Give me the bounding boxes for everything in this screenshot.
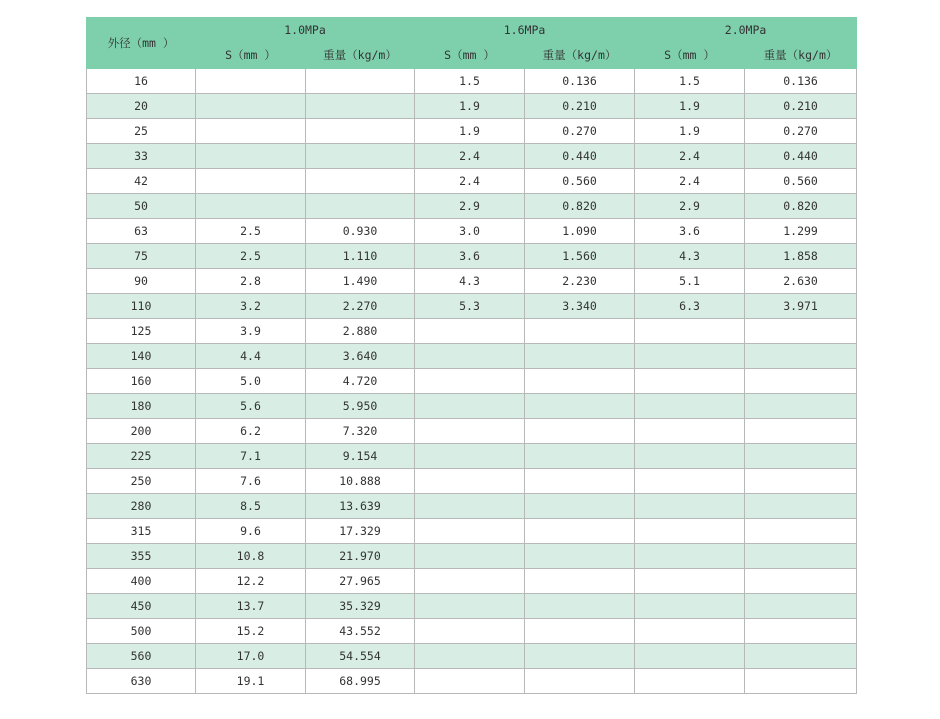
outer-diameter-cell: 75 <box>87 244 196 269</box>
weight-1-6mpa-cell: 0.820 <box>525 194 635 219</box>
weight-1-6mpa-cell <box>525 669 635 694</box>
weight-header: 重量（kg/m） <box>525 42 635 69</box>
weight-1-6mpa-cell <box>525 369 635 394</box>
thickness-2-0mpa-cell: 2.9 <box>635 194 745 219</box>
thickness-1-6mpa-cell <box>415 669 525 694</box>
thickness-1-0mpa-cell <box>196 194 306 219</box>
thickness-2-0mpa-cell <box>635 569 745 594</box>
weight-1-6mpa-cell: 0.210 <box>525 94 635 119</box>
weight-1-6mpa-cell: 0.136 <box>525 69 635 94</box>
thickness-1-6mpa-cell: 2.4 <box>415 169 525 194</box>
outer-diameter-cell: 400 <box>87 569 196 594</box>
weight-2-0mpa-cell <box>745 369 857 394</box>
weight-1-6mpa-cell <box>525 569 635 594</box>
weight-1-0mpa-cell: 5.950 <box>306 394 415 419</box>
outer-diameter-cell: 140 <box>87 344 196 369</box>
table-row <box>87 319 857 344</box>
table-row <box>87 594 857 619</box>
outer-diameter-cell: 200 <box>87 419 196 444</box>
thickness-1-6mpa-cell <box>415 619 525 644</box>
table-row <box>87 219 857 244</box>
weight-2-0mpa-cell <box>745 469 857 494</box>
thickness-2-0mpa-cell <box>635 344 745 369</box>
table-row <box>87 419 857 444</box>
table-row <box>87 69 857 94</box>
thickness-2-0mpa-cell: 1.9 <box>635 119 745 144</box>
table-row <box>87 519 857 544</box>
table-row <box>87 644 857 669</box>
thickness-1-0mpa-cell <box>196 169 306 194</box>
weight-1-0mpa-cell <box>306 69 415 94</box>
thickness-2-0mpa-cell <box>635 469 745 494</box>
weight-1-0mpa-cell <box>306 119 415 144</box>
thickness-1-6mpa-cell: 5.3 <box>415 294 525 319</box>
table-row <box>87 169 857 194</box>
table-row <box>87 619 857 644</box>
thickness-1-6mpa-cell: 3.0 <box>415 219 525 244</box>
weight-1-6mpa-cell <box>525 644 635 669</box>
thickness-1-0mpa-cell: 3.2 <box>196 294 306 319</box>
thickness-1-0mpa-cell <box>196 119 306 144</box>
outer-diameter-cell: 250 <box>87 469 196 494</box>
thickness-1-6mpa-cell <box>415 644 525 669</box>
weight-2-0mpa-cell: 0.270 <box>745 119 857 144</box>
thickness-2-0mpa-cell: 6.3 <box>635 294 745 319</box>
diameter-header: 外径（mm ） <box>87 17 196 69</box>
weight-1-0mpa-cell: 10.888 <box>306 469 415 494</box>
weight-1-6mpa-cell <box>525 419 635 444</box>
thickness-1-0mpa-cell: 2.8 <box>196 269 306 294</box>
weight-header: 重量（kg/m） <box>745 42 857 69</box>
weight-1-6mpa-cell <box>525 444 635 469</box>
outer-diameter-cell: 20 <box>87 94 196 119</box>
thickness-1-6mpa-cell <box>415 544 525 569</box>
thickness-2-0mpa-cell: 3.6 <box>635 219 745 244</box>
thickness-1-6mpa-cell: 1.5 <box>415 69 525 94</box>
outer-diameter-cell: 16 <box>87 69 196 94</box>
thickness-2-0mpa-cell: 5.1 <box>635 269 745 294</box>
thickness-2-0mpa-cell <box>635 519 745 544</box>
weight-1-0mpa-cell: 68.995 <box>306 669 415 694</box>
thickness-2-0mpa-cell <box>635 319 745 344</box>
weight-2-0mpa-cell <box>745 344 857 369</box>
thickness-2-0mpa-cell <box>635 369 745 394</box>
thickness-2-0mpa-cell <box>635 394 745 419</box>
header-group-row <box>87 17 857 42</box>
outer-diameter-cell: 355 <box>87 544 196 569</box>
weight-1-6mpa-cell <box>525 544 635 569</box>
outer-diameter-cell: 33 <box>87 144 196 169</box>
thickness-header: S（mm ） <box>196 42 306 69</box>
thickness-2-0mpa-cell <box>635 444 745 469</box>
weight-1-0mpa-cell: 3.640 <box>306 344 415 369</box>
thickness-1-6mpa-cell <box>415 319 525 344</box>
weight-1-0mpa-cell: 21.970 <box>306 544 415 569</box>
table-row <box>87 144 857 169</box>
thickness-2-0mpa-cell <box>635 419 745 444</box>
table-row <box>87 269 857 294</box>
weight-2-0mpa-cell <box>745 494 857 519</box>
weight-1-6mpa-cell: 1.090 <box>525 219 635 244</box>
pressure-group-1-0mpa: 1.0MPa <box>196 17 415 42</box>
thickness-2-0mpa-cell <box>635 644 745 669</box>
thickness-1-0mpa-cell: 5.0 <box>196 369 306 394</box>
outer-diameter-cell: 315 <box>87 519 196 544</box>
thickness-1-6mpa-cell <box>415 519 525 544</box>
weight-1-6mpa-cell <box>525 344 635 369</box>
weight-1-6mpa-cell <box>525 319 635 344</box>
thickness-1-6mpa-cell <box>415 419 525 444</box>
thickness-1-6mpa-cell <box>415 494 525 519</box>
weight-1-0mpa-cell: 54.554 <box>306 644 415 669</box>
pipe-spec-table <box>86 17 857 694</box>
table-row <box>87 344 857 369</box>
table-row <box>87 119 857 144</box>
table-row <box>87 394 857 419</box>
thickness-1-6mpa-cell: 2.9 <box>415 194 525 219</box>
table-row <box>87 569 857 594</box>
table-row <box>87 294 857 319</box>
thickness-2-0mpa-cell <box>635 669 745 694</box>
thickness-2-0mpa-cell: 2.4 <box>635 144 745 169</box>
weight-1-0mpa-cell <box>306 194 415 219</box>
weight-1-6mpa-cell: 1.560 <box>525 244 635 269</box>
table-row <box>87 194 857 219</box>
table-row <box>87 669 857 694</box>
weight-2-0mpa-cell: 0.210 <box>745 94 857 119</box>
thickness-1-0mpa-cell <box>196 69 306 94</box>
thickness-1-0mpa-cell: 7.1 <box>196 444 306 469</box>
weight-1-0mpa-cell: 1.490 <box>306 269 415 294</box>
weight-2-0mpa-cell: 2.630 <box>745 269 857 294</box>
thickness-1-0mpa-cell: 15.2 <box>196 619 306 644</box>
thickness-2-0mpa-cell <box>635 544 745 569</box>
thickness-1-0mpa-cell: 2.5 <box>196 219 306 244</box>
thickness-1-6mpa-cell <box>415 569 525 594</box>
weight-1-6mpa-cell: 0.270 <box>525 119 635 144</box>
weight-1-6mpa-cell <box>525 494 635 519</box>
outer-diameter-cell: 90 <box>87 269 196 294</box>
table-row <box>87 469 857 494</box>
weight-1-0mpa-cell: 4.720 <box>306 369 415 394</box>
outer-diameter-cell: 125 <box>87 319 196 344</box>
weight-2-0mpa-cell <box>745 644 857 669</box>
weight-1-6mpa-cell: 0.560 <box>525 169 635 194</box>
header-sub-row <box>87 42 857 69</box>
table-row <box>87 544 857 569</box>
weight-2-0mpa-cell: 0.440 <box>745 144 857 169</box>
weight-1-0mpa-cell <box>306 169 415 194</box>
thickness-1-6mpa-cell: 1.9 <box>415 94 525 119</box>
thickness-header: S（mm ） <box>415 42 525 69</box>
thickness-2-0mpa-cell <box>635 594 745 619</box>
weight-2-0mpa-cell: 1.299 <box>745 219 857 244</box>
weight-2-0mpa-cell <box>745 594 857 619</box>
thickness-1-0mpa-cell: 12.2 <box>196 569 306 594</box>
thickness-2-0mpa-cell: 2.4 <box>635 169 745 194</box>
thickness-1-0mpa-cell: 8.5 <box>196 494 306 519</box>
thickness-1-0mpa-cell: 4.4 <box>196 344 306 369</box>
weight-1-0mpa-cell: 13.639 <box>306 494 415 519</box>
table-row <box>87 494 857 519</box>
weight-1-0mpa-cell: 1.110 <box>306 244 415 269</box>
thickness-1-6mpa-cell <box>415 469 525 494</box>
thickness-1-0mpa-cell: 9.6 <box>196 519 306 544</box>
weight-1-6mpa-cell <box>525 519 635 544</box>
weight-1-6mpa-cell: 2.230 <box>525 269 635 294</box>
weight-2-0mpa-cell: 1.858 <box>745 244 857 269</box>
weight-1-6mpa-cell <box>525 594 635 619</box>
thickness-1-0mpa-cell <box>196 94 306 119</box>
thickness-2-0mpa-cell <box>635 494 745 519</box>
weight-2-0mpa-cell <box>745 544 857 569</box>
weight-1-0mpa-cell: 9.154 <box>306 444 415 469</box>
thickness-1-0mpa-cell: 2.5 <box>196 244 306 269</box>
thickness-2-0mpa-cell: 1.5 <box>635 69 745 94</box>
outer-diameter-cell: 110 <box>87 294 196 319</box>
thickness-1-0mpa-cell: 13.7 <box>196 594 306 619</box>
weight-2-0mpa-cell: 3.971 <box>745 294 857 319</box>
outer-diameter-cell: 500 <box>87 619 196 644</box>
thickness-1-0mpa-cell: 17.0 <box>196 644 306 669</box>
pressure-group-1-6mpa: 1.6MPa <box>415 17 635 42</box>
outer-diameter-cell: 63 <box>87 219 196 244</box>
table-row <box>87 444 857 469</box>
pressure-group-2-0mpa: 2.0MPa <box>635 17 857 42</box>
weight-1-6mpa-cell <box>525 394 635 419</box>
weight-1-0mpa-cell: 17.329 <box>306 519 415 544</box>
weight-1-0mpa-cell: 0.930 <box>306 219 415 244</box>
outer-diameter-cell: 280 <box>87 494 196 519</box>
thickness-1-6mpa-cell <box>415 444 525 469</box>
thickness-1-0mpa-cell: 7.6 <box>196 469 306 494</box>
table-row <box>87 244 857 269</box>
thickness-1-6mpa-cell <box>415 369 525 394</box>
thickness-1-0mpa-cell: 19.1 <box>196 669 306 694</box>
weight-2-0mpa-cell <box>745 394 857 419</box>
thickness-1-0mpa-cell: 5.6 <box>196 394 306 419</box>
weight-1-0mpa-cell: 43.552 <box>306 619 415 644</box>
outer-diameter-cell: 560 <box>87 644 196 669</box>
thickness-1-6mpa-cell <box>415 394 525 419</box>
weight-2-0mpa-cell <box>745 419 857 444</box>
weight-1-0mpa-cell: 35.329 <box>306 594 415 619</box>
table-row <box>87 94 857 119</box>
outer-diameter-cell: 42 <box>87 169 196 194</box>
thickness-1-0mpa-cell: 3.9 <box>196 319 306 344</box>
weight-2-0mpa-cell <box>745 319 857 344</box>
weight-2-0mpa-cell <box>745 519 857 544</box>
table-row <box>87 369 857 394</box>
outer-diameter-cell: 50 <box>87 194 196 219</box>
outer-diameter-cell: 630 <box>87 669 196 694</box>
thickness-1-0mpa-cell: 10.8 <box>196 544 306 569</box>
weight-1-6mpa-cell <box>525 619 635 644</box>
weight-2-0mpa-cell <box>745 669 857 694</box>
weight-1-6mpa-cell: 0.440 <box>525 144 635 169</box>
table-header <box>87 17 857 69</box>
weight-1-0mpa-cell: 2.270 <box>306 294 415 319</box>
outer-diameter-cell: 25 <box>87 119 196 144</box>
thickness-1-6mpa-cell: 4.3 <box>415 269 525 294</box>
weight-2-0mpa-cell: 0.136 <box>745 69 857 94</box>
weight-1-0mpa-cell: 2.880 <box>306 319 415 344</box>
thickness-header: S（mm ） <box>635 42 745 69</box>
table-body <box>87 69 857 694</box>
weight-1-6mpa-cell: 3.340 <box>525 294 635 319</box>
weight-header: 重量（kg/m） <box>306 42 415 69</box>
weight-2-0mpa-cell <box>745 569 857 594</box>
weight-1-0mpa-cell <box>306 144 415 169</box>
outer-diameter-cell: 160 <box>87 369 196 394</box>
weight-2-0mpa-cell <box>745 444 857 469</box>
weight-1-0mpa-cell: 27.965 <box>306 569 415 594</box>
thickness-1-6mpa-cell: 2.4 <box>415 144 525 169</box>
thickness-1-0mpa-cell: 6.2 <box>196 419 306 444</box>
outer-diameter-cell: 180 <box>87 394 196 419</box>
weight-1-0mpa-cell: 7.320 <box>306 419 415 444</box>
thickness-1-0mpa-cell <box>196 144 306 169</box>
thickness-2-0mpa-cell: 1.9 <box>635 94 745 119</box>
weight-2-0mpa-cell: 0.820 <box>745 194 857 219</box>
outer-diameter-cell: 225 <box>87 444 196 469</box>
thickness-1-6mpa-cell <box>415 344 525 369</box>
thickness-2-0mpa-cell: 4.3 <box>635 244 745 269</box>
weight-2-0mpa-cell <box>745 619 857 644</box>
thickness-1-6mpa-cell: 1.9 <box>415 119 525 144</box>
outer-diameter-cell: 450 <box>87 594 196 619</box>
thickness-1-6mpa-cell <box>415 594 525 619</box>
weight-1-6mpa-cell <box>525 469 635 494</box>
weight-2-0mpa-cell: 0.560 <box>745 169 857 194</box>
weight-1-0mpa-cell <box>306 94 415 119</box>
thickness-2-0mpa-cell <box>635 619 745 644</box>
thickness-1-6mpa-cell: 3.6 <box>415 244 525 269</box>
